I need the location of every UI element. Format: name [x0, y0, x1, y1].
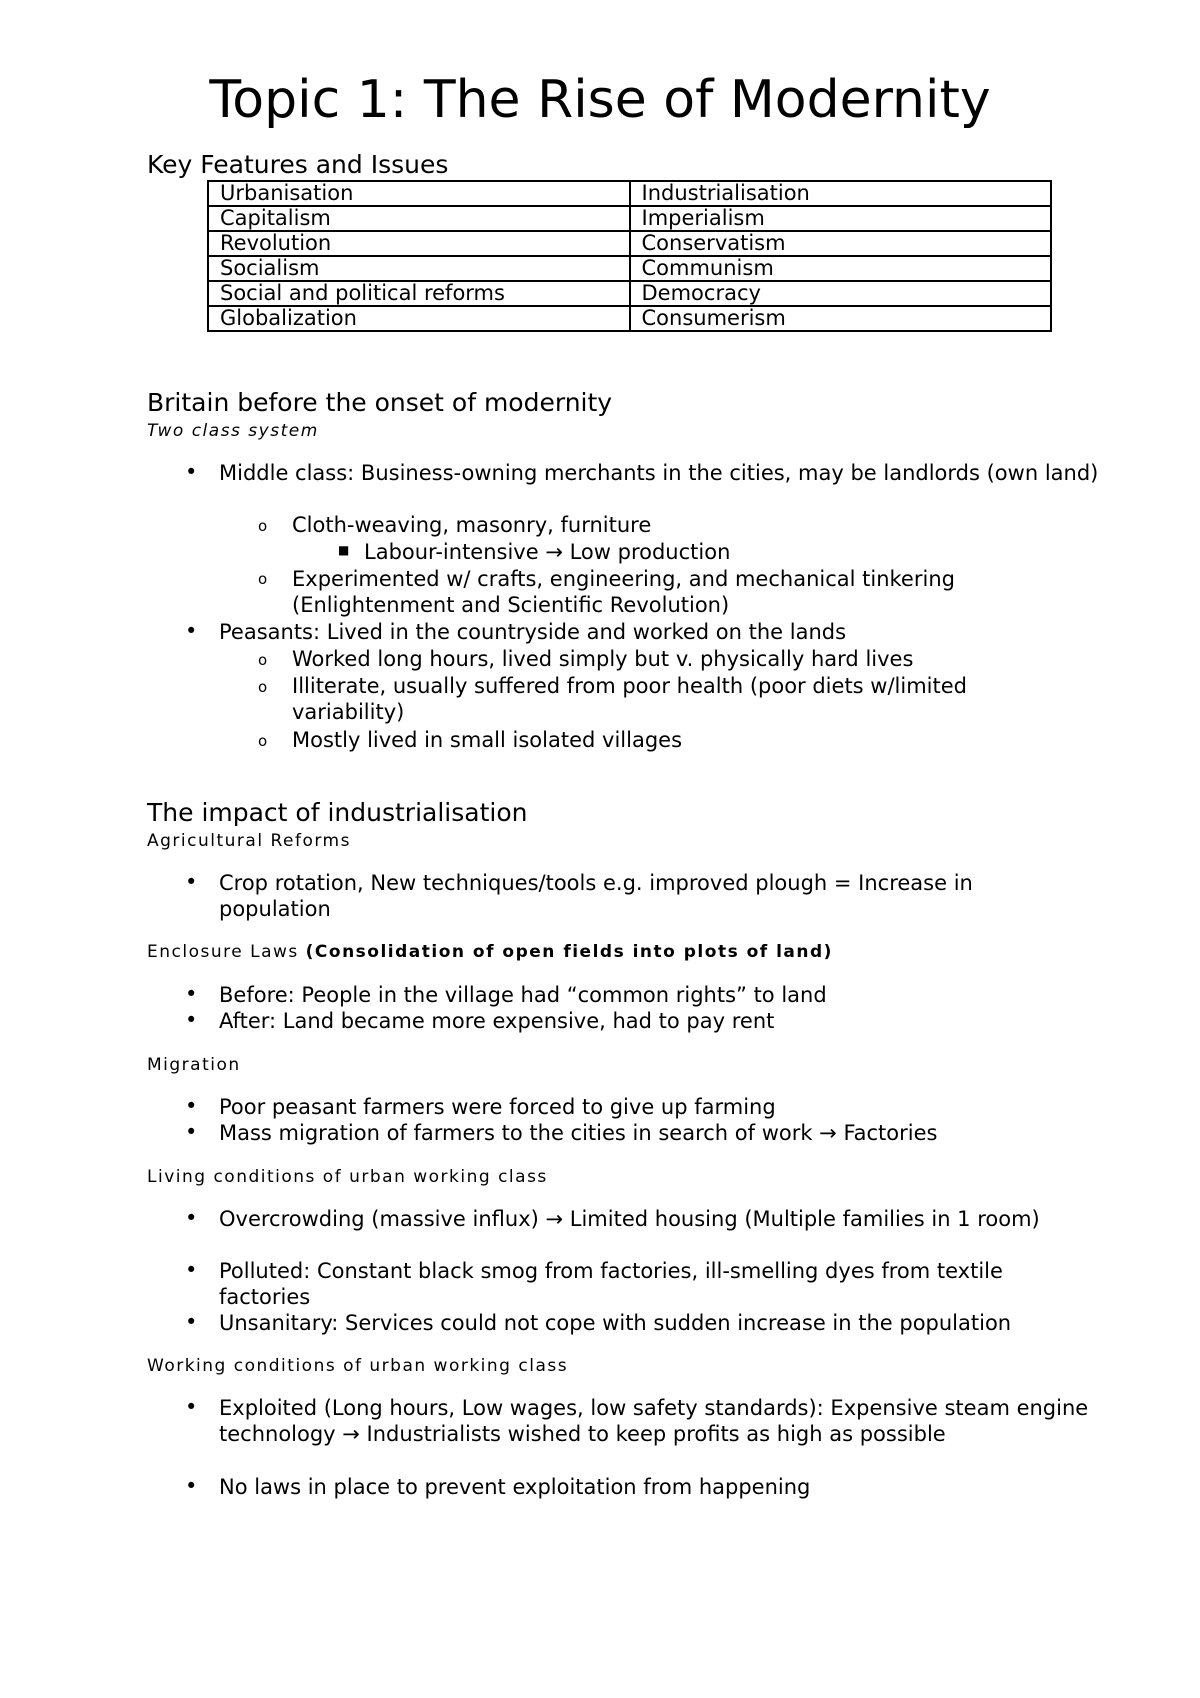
britain-heading: Britain before the onset of modernity	[147, 388, 613, 417]
circle-bullet-icon: o	[258, 651, 268, 669]
bullet-icon: •	[185, 1395, 198, 1419]
key-features-heading: Key Features and Issues	[147, 150, 449, 179]
list-item: Experimented w/ crafts, engineering, and mechanical tinkering (Enlightenment and Scientific Revolution)	[292, 567, 955, 617]
circle-bullet-icon: o	[258, 570, 268, 588]
list-item: After: Land became more expensive, had to pay rent	[219, 1009, 775, 1033]
bullet-icon: •	[185, 1120, 198, 1144]
bullet-icon: •	[185, 1474, 198, 1498]
bullet-icon: •	[185, 460, 198, 484]
list-item: Exploited (Long hours, Low wages, low safety standards): Expensive steam engine technology → Industrialists wished to keep profits as high as possible	[219, 1396, 1089, 1446]
table-cell: Industrialisation	[630, 181, 1052, 206]
list-item: No laws in place to prevent exploitation from happening	[219, 1475, 811, 1499]
bullet-icon: •	[185, 619, 198, 643]
table-row	[208, 306, 1051, 331]
list-item: Polluted: Constant black smog from factories, ill-smelling dyes from textile factories	[219, 1259, 1003, 1309]
table-cell: Revolution	[208, 231, 630, 256]
list-item: Overcrowding (massive influx) → Limited housing (Multiple families in 1 room)	[219, 1207, 1040, 1231]
bullet-icon: •	[185, 1258, 198, 1282]
list-item: Unsanitary: Services could not cope with sudden increase in the population	[219, 1311, 1012, 1335]
list-item: Middle class: Business-owning merchants in the cities, may be landlords (own land)	[219, 461, 1099, 485]
list-item: Peasants: Lived in the countryside and worked on the lands	[219, 620, 847, 644]
table-cell: Globalization	[208, 306, 630, 331]
circle-bullet-icon: o	[258, 732, 268, 750]
table-row	[208, 231, 1051, 256]
list-item: Cloth-weaving, masonry, furniture	[292, 513, 652, 537]
bullet-icon: •	[185, 982, 198, 1006]
circle-bullet-icon: o	[258, 517, 268, 535]
bullet-icon: •	[185, 1310, 198, 1334]
table-row	[208, 256, 1051, 281]
enclosure-title: Enclosure Laws	[147, 942, 299, 962]
bullet-icon: •	[185, 1008, 198, 1032]
working-caption: Working conditions of urban working class	[147, 1356, 569, 1376]
migration-caption: Migration	[147, 1055, 241, 1075]
list-item: Before: People in the village had “common rights” to land	[219, 983, 827, 1007]
key-features-table	[207, 180, 1052, 332]
bullet-icon: •	[185, 1094, 198, 1118]
table-cell: Democracy	[630, 281, 1052, 306]
table-cell: Imperialism	[630, 206, 1052, 231]
enclosure-caption	[147, 941, 833, 963]
living-caption: Living conditions of urban working class	[147, 1167, 548, 1187]
circle-bullet-icon: o	[258, 678, 268, 696]
table-cell: Social and political reforms	[208, 281, 630, 306]
list-item: Illiterate, usually suffered from poor health (poor diets w/limited variability)	[292, 674, 967, 724]
list-item: Mass migration of farmers to the cities in search of work → Factories	[219, 1121, 938, 1145]
list-item: Labour-intensive → Low production	[364, 540, 731, 564]
enclosure-note: (Consolidation of open fields into plots of land)	[305, 942, 833, 962]
table-row	[208, 281, 1051, 306]
table-cell: Communism	[630, 256, 1052, 281]
bullet-icon: •	[185, 1206, 198, 1230]
list-item: Mostly lived in small isolated villages	[292, 728, 683, 752]
bullet-icon: •	[185, 870, 198, 894]
page-title: Topic 1: The Rise of Modernity	[209, 70, 991, 130]
list-item: Poor peasant farmers were forced to give up farming	[219, 1095, 776, 1119]
list-item: Worked long hours, lived simply but v. physically hard lives	[292, 647, 914, 671]
table-cell: Conservatism	[630, 231, 1052, 256]
table-cell: Consumerism	[630, 306, 1052, 331]
agricultural-caption: Agricultural Reforms	[147, 831, 351, 851]
table-cell: Urbanisation	[208, 181, 630, 206]
list-item: Crop rotation, New techniques/tools e.g. improved plough = Increase in population	[219, 871, 973, 921]
table-cell: Socialism	[208, 256, 630, 281]
two-class-caption: Two class system	[147, 421, 319, 441]
impact-heading: The impact of industrialisation	[147, 798, 528, 827]
square-bullet-icon: ■	[338, 543, 350, 557]
table-cell: Capitalism	[208, 206, 630, 231]
table-row	[208, 206, 1051, 231]
table-row	[208, 181, 1051, 206]
